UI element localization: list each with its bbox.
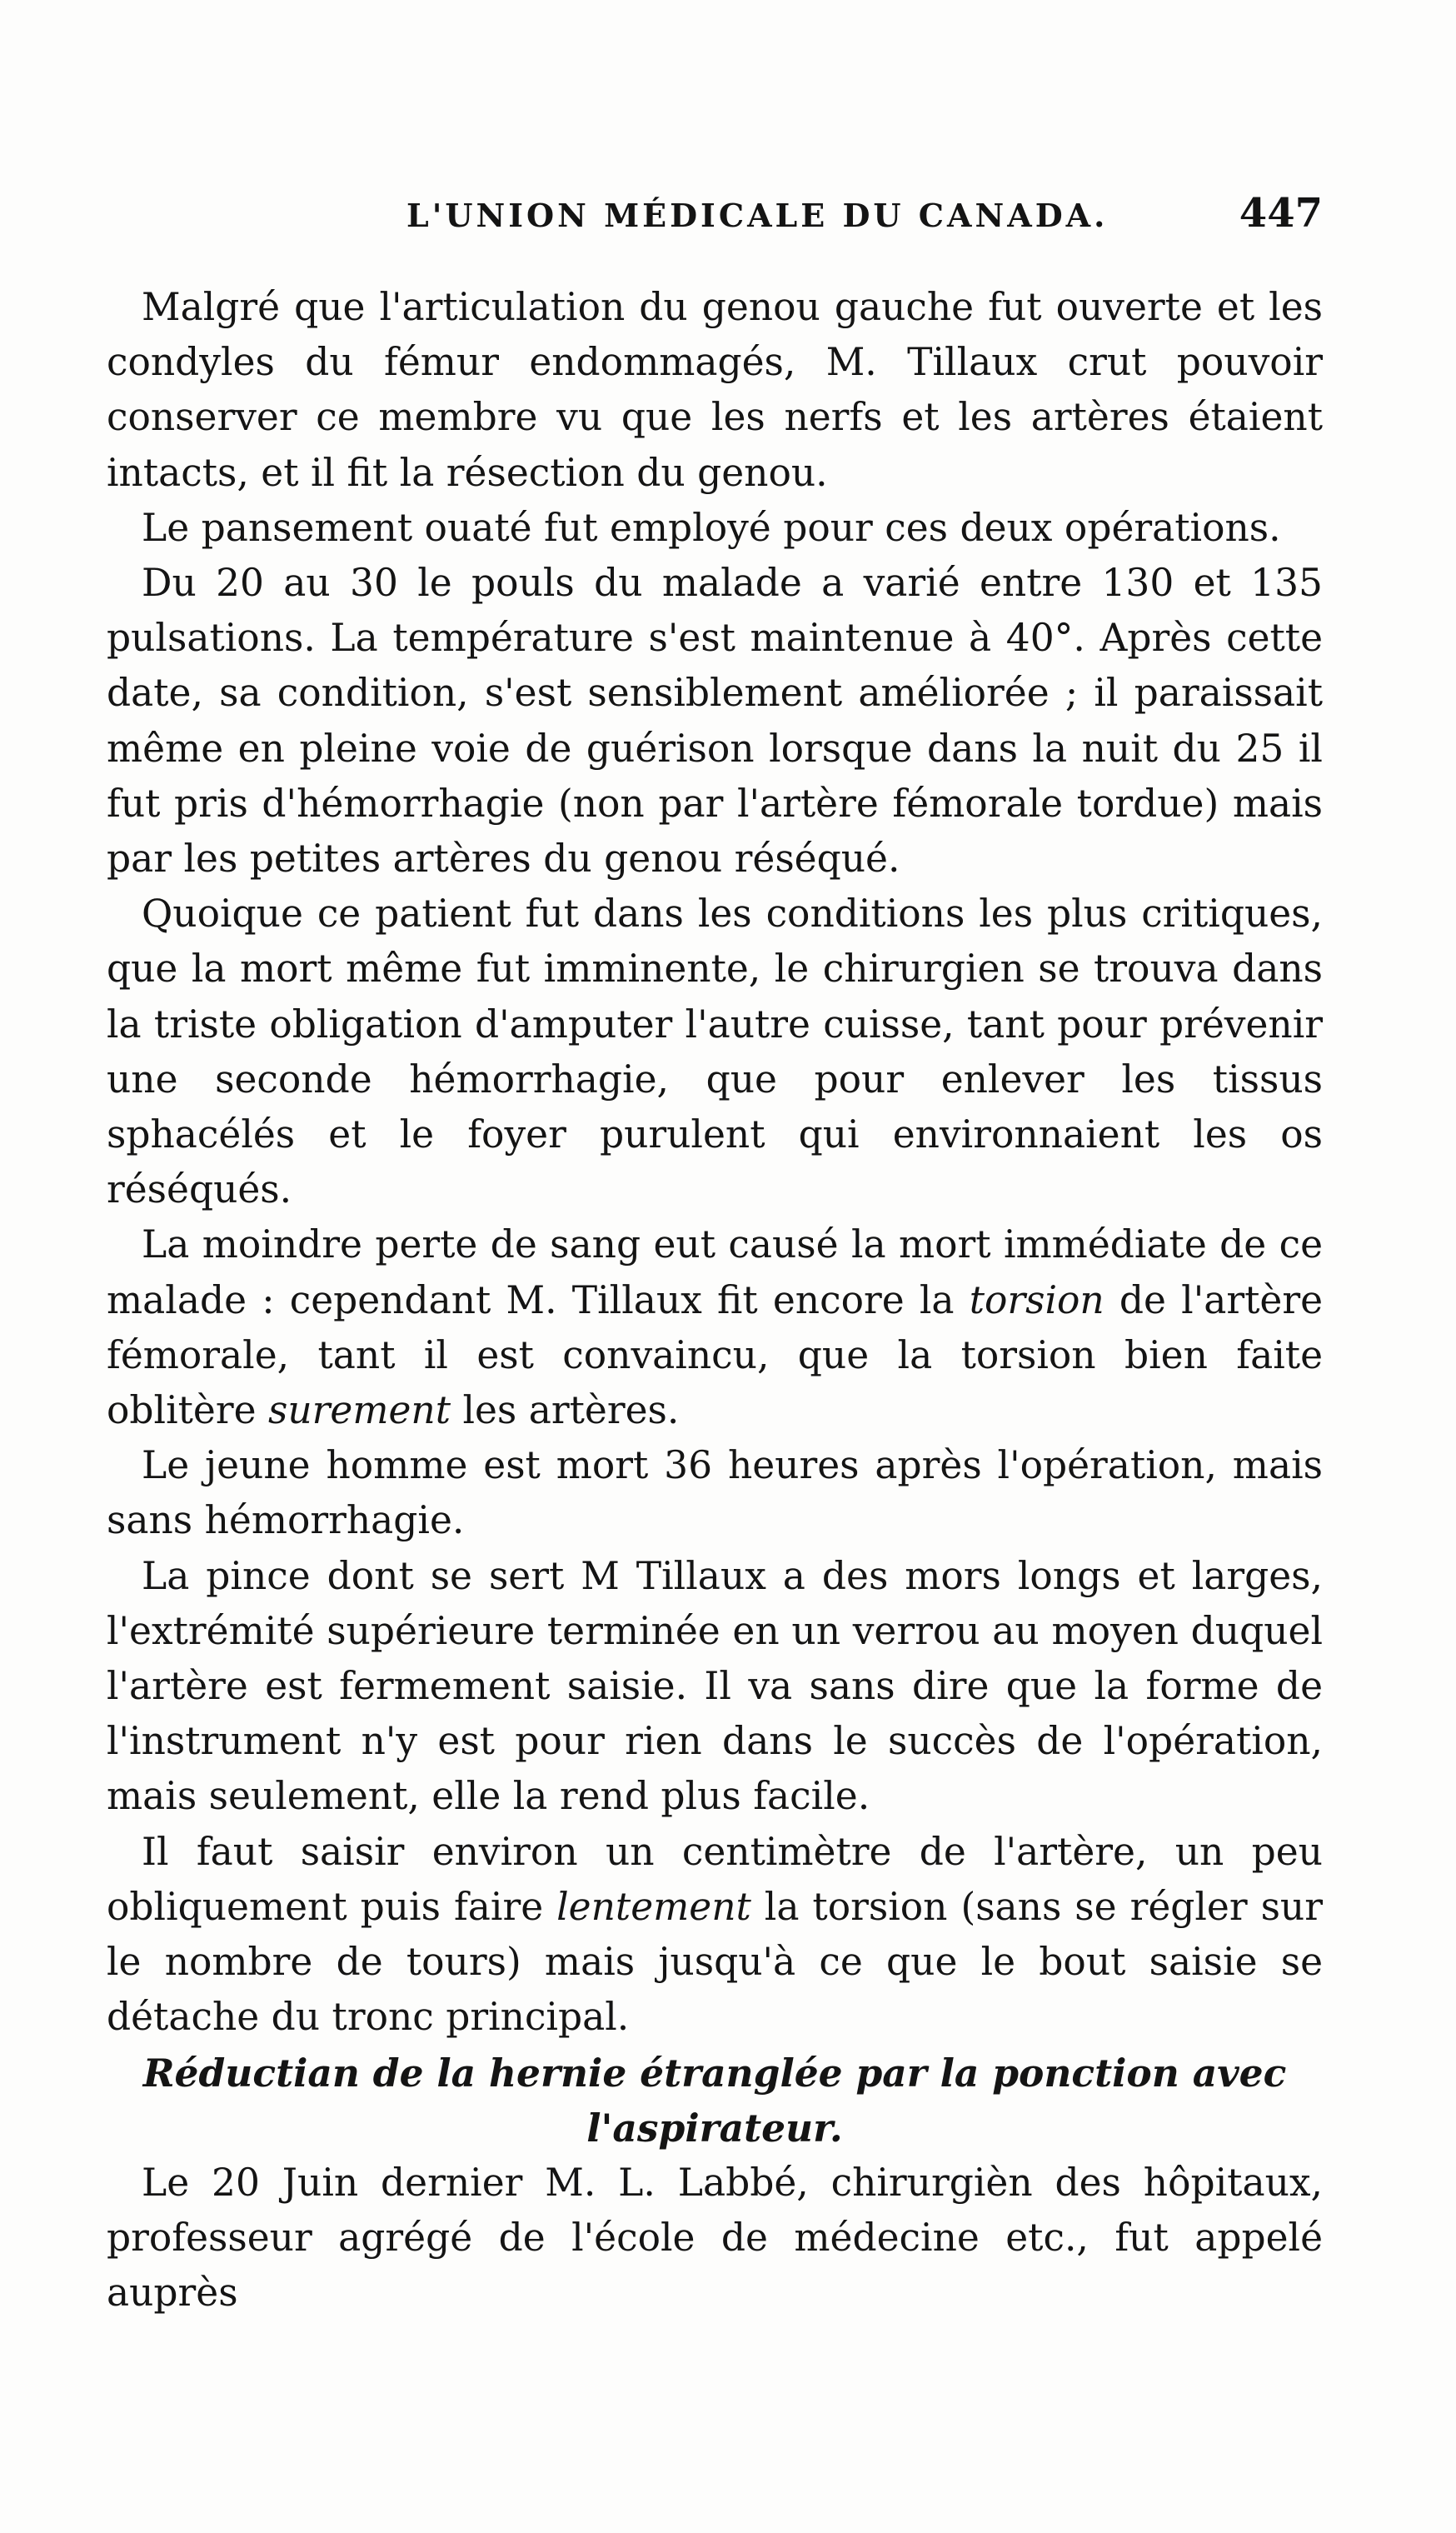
body-text [107, 280, 1323, 2321]
technique-text-2: la torsion (sans se régler sur le nombre de tours) mais jusqu'à ce que le bout saisie se détache du tronc principal. [107, 1884, 1323, 2040]
torsion-text-2: de l'artère fémorale, tant il est convaincu, que la torsion bien faite oblitère [107, 1277, 1323, 1433]
running-title: L'UNION MÉDICALE DU CANADA. [406, 197, 1109, 234]
lentement-emphasis: lentement [556, 1884, 751, 1929]
paragraph-torsion [107, 1217, 1323, 1438]
paragraph-pulse: Du 20 au 30 le pouls du malade a varié entre 130 et 135 pulsations. La température s'est maintenue à 40°. Après cette date, sa condition, s'est sensiblement améliorée ; il paraissait même en pleine voie de guérison lorsque dans la nuit du 25 il fut pris d'hémorrhagie (non par l'artère fémorale tordue) mais par les petites artères du genou réséqué. [107, 561, 1323, 882]
paragraph-technique [107, 1825, 1323, 2046]
torsion-text-3: les artères. [450, 1388, 680, 1433]
technique-text-1: Il faut saisir environ un centimètre de l'artère, un peu obliquement puis faire [107, 1829, 1323, 1929]
section-heading [107, 2046, 1323, 2156]
paragraph-dressing: Le pansement ouaté fut employé pour ces deux opérations. [142, 505, 1281, 550]
paragraph-death: Le jeune homme est mort 36 heures après l'opération, mais sans hémorrhagie. [107, 1443, 1323, 1543]
paragraph-amputation: Quoique ce patient fut dans les conditions les plus critiques, que la mort même fut imminente, le chirurgien se trouva dans la triste obligation d'amputer l'autre cuisse, tant pour prévenir une seconde hémorrhagie, que pour enlever les tissus sphacélés et le foyer purulent qui environnaient les os réséqués. [107, 892, 1323, 1212]
paragraph-resection: Malgré que l'articulation du genou gauche fut ouverte et les condyles du fémur endommagés, M. Tillaux crut pouvoir conserver ce membre vu que les nerfs et les artères étaient intacts, et il fit la résection du genou. [107, 285, 1323, 495]
surement-emphasis: surement [267, 1388, 451, 1433]
page-header [107, 190, 1323, 240]
section-heading-line2: l'aspirateur. [586, 2105, 843, 2151]
page-number: 447 [1239, 190, 1323, 237]
section-heading-line1: Réductian de la hernie étranglée par la ponction avec [142, 2050, 1287, 2096]
torsion-emphasis: torsion [969, 1277, 1104, 1322]
paragraph-forceps: La pince dont se sert M Tillaux a des mors longs et larges, l'extrémité supérieure terminée en un verrou au moyen duquel l'artère est fermement saisie. Il va sans dire que la forme de l'instrument n'y est pour rien dans le succès de l'opération, mais seulement, elle la rend plus facile. [107, 1553, 1323, 1819]
paragraph-labbe: Le 20 Juin dernier M. L. Labbé, chirurgièn des hôpitaux, professeur agrégé de l'école de médecine etc., fut appelé auprès [107, 2160, 1323, 2316]
torsion-text-1: La moindre perte de sang eut causé la mort immédiate de ce malade : cependant M. Tillaux fit encore la [107, 1222, 1323, 1322]
